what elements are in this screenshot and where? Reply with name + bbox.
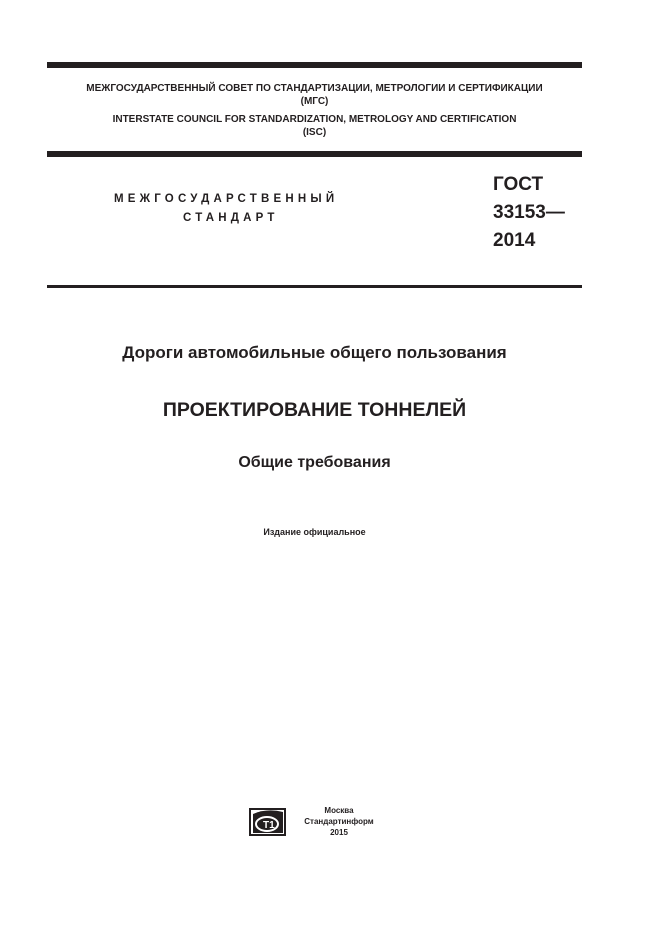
standartinform-logo <box>249 806 286 836</box>
document-subject: Дороги автомобильные общего пользования <box>122 343 507 362</box>
publisher-name: Стандартинформ <box>304 817 374 826</box>
council-ru-name: МЕЖГОСУДАРСТВЕННЫЙ СОВЕТ ПО СТАНДАРТИЗАЦИИ, МЕТРОЛОГИИ И СЕРТИФИКАЦИИ <box>86 83 543 94</box>
standard-type-line2: СТАНДАРТ <box>183 212 279 224</box>
council-ru-abbr: (МГС) <box>300 96 329 107</box>
publisher-info <box>296 805 382 838</box>
gost-number: 33153— <box>493 202 565 223</box>
council-en-abbr: (ISC) <box>302 127 327 138</box>
publisher-city: Москва <box>324 806 354 815</box>
standard-type-line1: МЕЖГОСУДАРСТВЕННЫЙ <box>114 193 339 205</box>
gost-designation <box>493 171 565 255</box>
title-rule <box>47 285 582 288</box>
gost-year: 2014 <box>493 230 536 251</box>
top-rule <box>47 62 582 68</box>
gost-prefix: ГОСТ <box>493 174 544 195</box>
header-rule <box>47 151 582 157</box>
svg-text:Т1: Т1 <box>263 820 275 831</box>
document-title: ПРОЕКТИРОВАНИЕ ТОННЕЛЕЙ <box>162 399 467 421</box>
document-subtitle: Общие требования <box>238 454 391 471</box>
publisher-year: 2015 <box>330 828 348 837</box>
council-en-name: INTERSTATE COUNCIL FOR STANDARDIZATION, METROLOGY AND CERTIFICATION <box>112 114 517 125</box>
edition-note: Издание официальное <box>263 527 366 537</box>
